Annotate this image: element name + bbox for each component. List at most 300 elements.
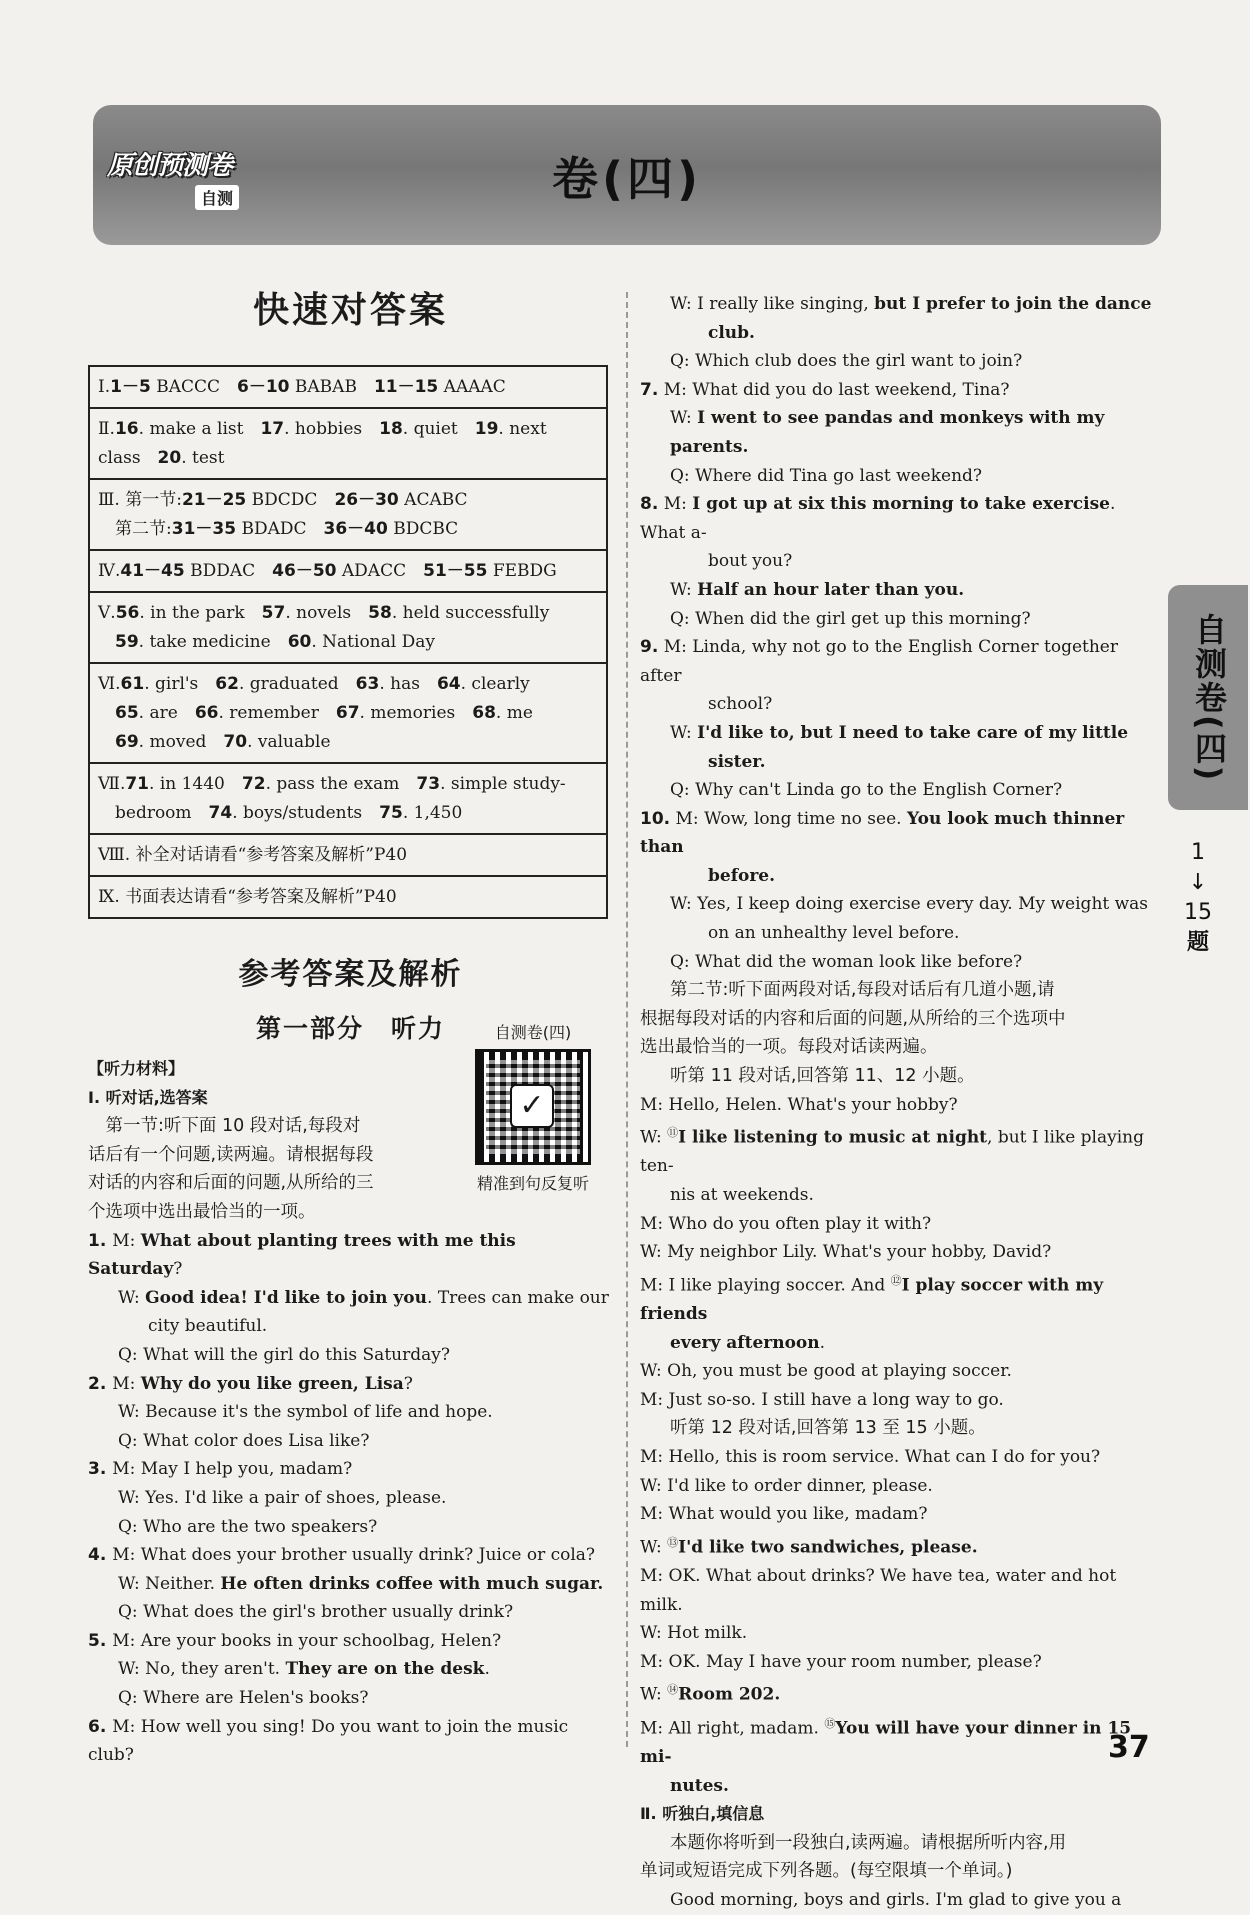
key-sentence: club. — [708, 322, 755, 343]
intro-line: 第一节:听下面 10 段对话,每段对 — [88, 1116, 361, 1137]
text-span: 本题你将听到一段独白,读两遍。请根据所听内容,用 — [670, 1832, 1067, 1853]
page-number: 37 — [1108, 1730, 1150, 1765]
question-number: 9. — [640, 637, 659, 658]
text-line — [640, 948, 1160, 977]
answer-line — [98, 699, 600, 728]
question-number: 68 — [472, 703, 496, 723]
answer-text: BDCDC — [246, 490, 335, 510]
answer-cell — [89, 408, 607, 479]
answer-text: . girl's — [144, 674, 216, 694]
question-number: 19 — [474, 419, 499, 439]
text-span: W: — [670, 408, 698, 429]
answer-text: . simple study- — [440, 774, 566, 794]
answer-row — [89, 763, 607, 834]
answer-text: BDCBC — [387, 519, 459, 539]
question-number: 72 — [241, 774, 266, 794]
speaker-label: Q: — [118, 1344, 144, 1365]
text-line — [640, 919, 1160, 948]
text-line — [640, 1238, 1160, 1267]
dialogue-line — [88, 1370, 613, 1399]
text-line — [640, 347, 1160, 376]
text-span: Q: Why can't Linda go to the English Corner? — [670, 780, 1063, 801]
text-line — [640, 690, 1160, 719]
answer-text: Ⅱ. — [98, 419, 115, 439]
question-number: 21－25 — [181, 490, 247, 510]
dialogue-line — [88, 1513, 613, 1542]
answer-cell — [89, 592, 607, 663]
answer-row — [89, 550, 607, 592]
question-number: 63 — [355, 674, 380, 694]
question-number: 4. — [88, 1545, 113, 1566]
answer-text: . pass the exam — [265, 774, 417, 794]
text-span: 听第 11 段对话,回答第 11、12 小题。 — [670, 1066, 975, 1087]
text-span: No, they aren't. — [145, 1659, 286, 1680]
answer-text: . memories — [359, 703, 473, 723]
dialogue-line — [88, 1227, 613, 1284]
answer-text: Ⅸ. 书面表达请看“参考答案及解析”P40 — [98, 887, 397, 907]
dialogue-line — [88, 1598, 613, 1627]
text-span: . — [819, 1332, 826, 1353]
question-number: 16 — [114, 419, 139, 439]
intro-line: 话后有一个问题,读两遍。请根据每段 — [88, 1144, 374, 1165]
question-number: 56 — [115, 603, 140, 623]
speaker-label: W: — [118, 1402, 146, 1423]
key-sentence: They are on the desk — [285, 1659, 485, 1680]
range-start: 1 — [1191, 840, 1205, 865]
question-number: 60 — [287, 632, 312, 652]
text-line — [640, 1619, 1160, 1648]
speaker-label: W: — [118, 1659, 146, 1680]
answer-text: Ⅷ. 补全对话请看“参考答案及解析”P40 — [98, 845, 408, 865]
question-number: 74 — [208, 803, 233, 823]
answer-cell — [89, 366, 607, 408]
text-span: Ⅱ. 听独白,填信息 — [640, 1804, 765, 1824]
text-line — [640, 376, 1160, 405]
text-span: 单词或短语完成下列各题。(每空限填一个单词。) — [640, 1861, 1013, 1882]
text-span: W: I really like singing, — [670, 294, 875, 314]
text-line — [640, 547, 1160, 576]
answer-text: . are — [138, 703, 195, 723]
key-sentence: sister. — [708, 751, 766, 772]
text-span: Good morning, boys and girls. I'm glad to give you a — [670, 1889, 1122, 1910]
speaker-label: M: — [112, 1459, 141, 1480]
part-title: 第一部分 听力 — [255, 1014, 445, 1043]
text-line — [640, 1091, 1160, 1120]
answer-row — [89, 876, 607, 918]
text-line — [640, 1357, 1160, 1386]
text-span: M: What would you like, madam? — [640, 1504, 928, 1525]
text-line — [640, 1062, 1160, 1091]
answer-line — [98, 799, 600, 828]
dialogue-line — [88, 1570, 613, 1599]
text-span: M: All right, madam. — [640, 1718, 825, 1739]
answer-line — [98, 486, 600, 515]
answer-cell — [89, 479, 607, 550]
answer-line — [98, 670, 600, 699]
intro-line: 个选项中选出最恰当的一项。 — [88, 1201, 316, 1222]
key-sentence: You look much thinner than — [640, 808, 1125, 858]
text-span: M: Hello, Helen. What's your hobby? — [640, 1094, 958, 1115]
question-number: 26－30 — [334, 490, 399, 510]
text-line — [640, 1267, 1160, 1329]
text-line — [640, 719, 1160, 748]
answer-text: . has — [379, 674, 437, 694]
answer-text — [98, 703, 115, 723]
answer-text: . quiet — [402, 419, 475, 439]
text-span: Q: Where did Tina go last weekend? — [670, 465, 983, 486]
question-number: 70 — [223, 732, 248, 752]
text-line — [640, 1210, 1160, 1239]
text-line — [640, 490, 1160, 547]
speaker-label: Q: — [118, 1602, 144, 1623]
answer-text: . hobbies — [284, 419, 380, 439]
answer-text: . National Day — [311, 632, 435, 652]
text-line — [640, 404, 1160, 461]
key-sentence: You will have your dinner in 15 mi- — [640, 1718, 1132, 1767]
answer-line — [98, 628, 600, 657]
key-sentence: Why do you like green, Lisa — [140, 1373, 404, 1394]
text-span: nis at weekends. — [670, 1185, 814, 1206]
answer-text: . novels — [285, 603, 369, 623]
text-span: May I help you, madam? — [140, 1459, 353, 1480]
question-number: 18 — [379, 419, 403, 439]
listening-label: 【听力材料】 — [88, 1059, 185, 1078]
footnote-marker: ⑫ — [890, 1273, 902, 1287]
question-number: 61 — [120, 674, 145, 694]
text-span: M: OK. May I have your room number, please? — [640, 1651, 1042, 1672]
key-sentence: I got up at six this morning to take exercise — [692, 494, 1110, 515]
text-line — [640, 1562, 1160, 1619]
key-sentence: He often drinks coffee with much sugar. — [220, 1573, 604, 1594]
answer-cell — [89, 663, 607, 763]
text-span: on an unhealthy level before. — [708, 923, 960, 944]
footnote-marker: ⑬ — [667, 1535, 679, 1549]
question-number: 20 — [157, 448, 182, 468]
question-number: 66 — [194, 703, 219, 723]
answer-text: FEBDG — [487, 561, 557, 581]
answer-line — [98, 444, 600, 473]
right-column — [640, 290, 1160, 1915]
answer-text: class — [98, 448, 158, 468]
question-number: 8. — [640, 494, 659, 515]
text-span: 根据每段对话的内容和后面的问题,从所给的三个选项中 — [640, 1008, 1066, 1029]
key-sentence: Room 202. — [678, 1685, 781, 1706]
dialogue-line — [88, 1484, 613, 1513]
question-number: 41－45 — [120, 561, 185, 581]
question-number: 71 — [125, 774, 150, 794]
question-number: 67 — [335, 703, 360, 723]
text-span: ? — [403, 1373, 413, 1394]
text-span: 选出最恰当的一项。每段对话读两遍。 — [640, 1037, 938, 1058]
text-line — [640, 576, 1160, 605]
question-number: 62 — [215, 674, 239, 694]
text-line — [640, 776, 1160, 805]
text-line — [640, 1710, 1160, 1772]
question-number: 3. — [88, 1459, 113, 1480]
answer-line — [98, 557, 600, 586]
answer-line — [98, 770, 600, 799]
text-line — [640, 1472, 1160, 1501]
key-sentence: I'd like two sandwiches, please. — [678, 1537, 978, 1558]
answer-text: Ⅴ. — [98, 603, 116, 623]
answer-text: bedroom — [98, 803, 209, 823]
answer-cell — [89, 834, 607, 876]
answer-cell — [89, 763, 607, 834]
text-span: W: — [670, 579, 698, 600]
question-number: 36－40 — [323, 519, 388, 539]
text-span: W: — [640, 1127, 668, 1148]
answer-text: . held successfully — [391, 603, 550, 623]
answer-text: . clearly — [460, 674, 530, 694]
text-line — [640, 1829, 1160, 1858]
speaker-label: M: — [112, 1373, 141, 1394]
range-end: 15 — [1184, 900, 1212, 925]
answer-text: . remember — [218, 703, 336, 723]
answer-row — [89, 408, 607, 479]
key-sentence: Good idea! I'd like to join you — [145, 1287, 428, 1308]
question-number: 58 — [368, 603, 392, 623]
answer-text: Ⅵ. — [98, 674, 121, 694]
text-span: Q: Which club does the girl want to join? — [670, 351, 1023, 372]
qr-block — [448, 1020, 618, 1194]
text-span: M: Linda, why not go to the English Corner together after — [640, 637, 1118, 686]
answer-row — [89, 663, 607, 763]
text-span: Are your books in your schoolbag, Helen? — [140, 1630, 502, 1651]
text-span: W: — [670, 722, 698, 743]
answer-text: . boys/students — [232, 803, 380, 823]
question-number: 31－35 — [171, 519, 237, 539]
answer-line — [98, 515, 600, 544]
speaker-label: W: — [118, 1573, 146, 1594]
column-divider — [626, 292, 628, 1747]
answer-text: . moved — [138, 732, 224, 752]
text-span: What color does Lisa like? — [143, 1430, 370, 1451]
key-sentence: I play soccer with my friends — [640, 1275, 1104, 1325]
text-span: W: My neighbor Lily. What's your hobby, David? — [640, 1242, 1052, 1263]
text-line — [640, 319, 1160, 348]
dialogue-line — [88, 1284, 613, 1313]
text-span: W: — [640, 1685, 668, 1706]
question-number: 2. — [88, 1373, 113, 1394]
key-sentence: Half an hour later than you. — [697, 579, 965, 600]
text-line — [640, 805, 1160, 862]
question-number: 69 — [115, 732, 139, 752]
text-span: Q: When did the girl get up this morning? — [670, 608, 1031, 629]
qr-caption: 精准到句反复听 — [476, 1174, 589, 1193]
answer-text: ACABC — [398, 490, 468, 510]
answer-text: . test — [181, 448, 225, 468]
answer-text: . in 1440 — [149, 774, 242, 794]
question-number: 5. — [88, 1630, 113, 1651]
answer-text: . next — [498, 419, 547, 439]
range-unit: 题 — [1186, 930, 1209, 955]
key-sentence: I went to see pandas and monkeys with my parents. — [670, 408, 1105, 457]
question-number: 51－55 — [423, 561, 488, 581]
text-line — [640, 976, 1160, 1005]
speaker-label: W: — [118, 1487, 146, 1508]
analysis-title: 参考答案及解析 — [238, 957, 463, 992]
arrow-down-icon: ↓ — [1188, 870, 1208, 895]
text-span: city beautiful. — [148, 1316, 268, 1337]
section1-intro — [88, 1112, 423, 1226]
speaker-label: Q: — [118, 1688, 144, 1709]
text-span: 第二节:听下面两段对话,每段对话后有几道小题,请 — [670, 980, 1055, 1001]
answer-text: . 1,450 — [402, 803, 463, 823]
text-span: bout you? — [708, 551, 793, 572]
key-sentence: I like listening to music at night — [678, 1127, 988, 1148]
text-line — [640, 1500, 1160, 1529]
question-number: 64 — [436, 674, 461, 694]
answer-text: . graduated — [238, 674, 356, 694]
dialogue-line — [88, 1541, 613, 1570]
key-sentence: What about planting trees with me this Saturday — [88, 1230, 516, 1280]
dialogue-line — [88, 1455, 613, 1484]
logo-text: 原创预测卷 — [107, 151, 233, 181]
text-span: . Trees can make our — [427, 1287, 609, 1308]
text-span: school? — [708, 694, 773, 715]
text-line — [640, 1443, 1160, 1472]
answer-text: . make a list — [138, 419, 261, 439]
text-line — [640, 890, 1160, 919]
text-span: W: Yes, I keep doing exercise every day. My weight was — [670, 894, 1149, 915]
qr-code-icon[interactable] — [475, 1049, 591, 1165]
answer-text — [98, 632, 115, 652]
answer-text — [98, 732, 115, 752]
key-sentence: before. — [708, 865, 776, 886]
dialogue-line — [88, 1684, 613, 1713]
text-span: W: I'd like to order dinner, please. — [640, 1475, 933, 1496]
text-span: What does the girl's brother usually drink? — [143, 1602, 514, 1623]
text-span: , but I like playing ten- — [640, 1127, 1145, 1177]
text-span: M: — [658, 494, 693, 515]
question-number: 7. — [640, 379, 659, 400]
text-line — [640, 1676, 1160, 1709]
text-span: Who are the two speakers? — [143, 1516, 378, 1537]
text-line — [640, 1329, 1160, 1358]
answer-text: BACCC — [150, 377, 237, 397]
answer-text: BDDAC — [184, 561, 273, 581]
text-span: M: Hello, this is room service. What can I do for you? — [640, 1447, 1101, 1468]
answer-line — [98, 599, 600, 628]
answer-text: Ⅰ. — [98, 377, 111, 397]
text-line — [640, 1033, 1160, 1062]
text-line — [640, 1529, 1160, 1562]
footnote-marker: ⑮ — [824, 1716, 836, 1730]
text-span: W: Hot milk. — [640, 1623, 748, 1644]
question-number: 73 — [416, 774, 441, 794]
answer-text: 第二节: — [98, 519, 172, 539]
answer-text: AAAAC — [438, 377, 506, 397]
answer-line — [98, 728, 600, 757]
header-banner — [93, 105, 1161, 245]
footnote-marker: ⑭ — [667, 1683, 679, 1697]
speaker-label: W: — [118, 1287, 146, 1308]
answer-text: ADACC — [336, 561, 424, 581]
answer-text: BABAB — [289, 377, 374, 397]
text-line — [640, 1886, 1160, 1915]
answer-line — [98, 841, 600, 870]
question-number: 6. — [88, 1716, 113, 1737]
key-sentence: I'd like to, but I need to take care of my little — [697, 722, 1129, 743]
speaker-label: M: — [112, 1545, 141, 1566]
answer-text: Ⅳ. — [98, 561, 121, 581]
dialogue-line — [88, 1655, 613, 1684]
key-sentence: nutes. — [670, 1775, 729, 1796]
question-number: 65 — [115, 703, 139, 723]
speaker-label: Q: — [118, 1516, 144, 1537]
check-icon: ✓ — [510, 1084, 554, 1128]
text-span: M: OK. What about drinks? We have tea, water and hot milk. — [640, 1566, 1117, 1615]
qr-label: 自测卷(四) — [494, 1023, 572, 1042]
answer-text: . in the park — [139, 603, 262, 623]
text-line — [640, 462, 1160, 491]
text-span: Where are Helen's books? — [143, 1688, 369, 1709]
dialogue-list-left — [88, 1227, 613, 1770]
dialogue-line — [88, 1341, 613, 1370]
dialogue-line — [88, 1312, 613, 1341]
text-line — [640, 1648, 1160, 1677]
text-span: How well you sing! Do you want to join the music club? — [88, 1716, 569, 1766]
text-line — [640, 1857, 1160, 1886]
text-line — [640, 1119, 1160, 1181]
text-line — [640, 748, 1160, 777]
answer-cell — [89, 876, 607, 918]
section1-title: Ⅰ. 听对话,选答案 — [88, 1087, 208, 1107]
answer-table — [88, 365, 608, 919]
text-line — [640, 290, 1160, 319]
page-title: 卷(四) — [551, 152, 703, 206]
text-span: M: Just so-so. I still have a long way to go. — [640, 1389, 1004, 1410]
quick-answers-title: 快速对答案 — [252, 290, 448, 331]
answer-text: . take medicine — [138, 632, 288, 652]
text-span: M: Wow, long time no see. — [670, 808, 907, 829]
text-line — [640, 633, 1160, 690]
answer-row — [89, 366, 607, 408]
answer-text: BDADC — [236, 519, 324, 539]
text-span: M: Who do you often play it with? — [640, 1213, 932, 1234]
question-number: 75 — [379, 803, 403, 823]
text-span: . — [484, 1659, 490, 1680]
question-number: 46－50 — [272, 561, 337, 581]
question-number: 57 — [261, 603, 286, 623]
dialogue-line — [88, 1713, 613, 1770]
question-number: 1. — [88, 1230, 113, 1251]
text-span: Because it's the symbol of life and hope. — [145, 1402, 493, 1423]
key-sentence: but I prefer to join the dance — [874, 294, 1152, 314]
text-span: W: Oh, you must be good at playing soccer. — [640, 1361, 1012, 1382]
text-span: ? — [173, 1259, 183, 1280]
dialogue-line — [88, 1627, 613, 1656]
footnote-marker: ⑪ — [667, 1126, 679, 1140]
answer-row — [89, 592, 607, 663]
question-range — [1168, 838, 1228, 958]
side-tab-label: 自测卷(四) — [1190, 613, 1228, 783]
text-line — [640, 605, 1160, 634]
answer-line — [98, 415, 600, 444]
question-number: 6－10 — [237, 377, 290, 397]
answer-text: . me — [495, 703, 533, 723]
text-span: What will the girl do this Saturday? — [143, 1344, 450, 1365]
text-span: . What a- — [640, 494, 1116, 543]
dialogue-line — [88, 1398, 613, 1427]
question-number: 1－5 — [110, 377, 151, 397]
logo-sub-badge: 自测 — [195, 185, 239, 210]
text-span: M: I like playing soccer. And — [640, 1275, 891, 1296]
question-number: 10. — [640, 808, 671, 829]
text-span: What does your brother usually drink? Juice or cola? — [140, 1545, 596, 1566]
side-tab — [1168, 585, 1248, 810]
text-line — [640, 1800, 1160, 1829]
